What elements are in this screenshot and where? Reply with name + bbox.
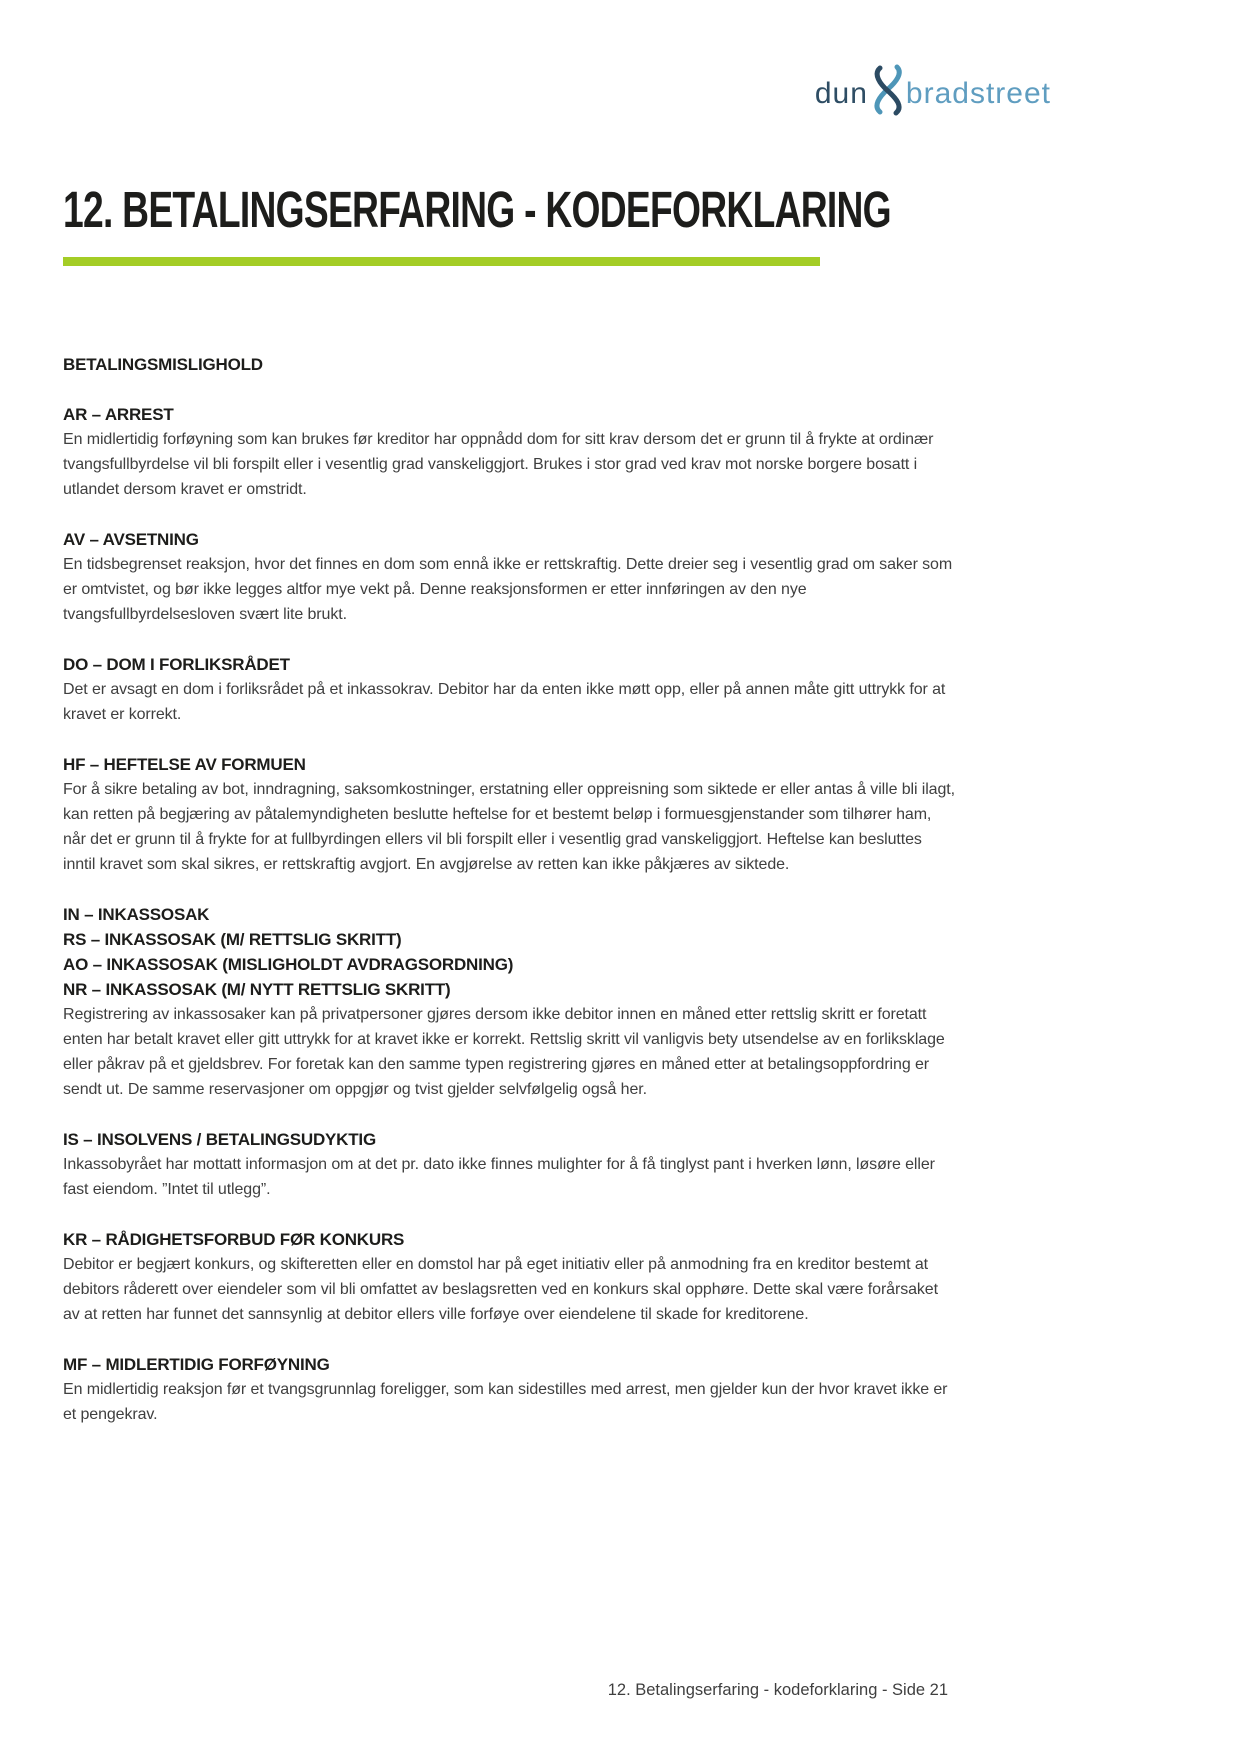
section-do-dom-i-forliksradet [63,652,955,727]
section-hf-heftelse-av-formuen [63,752,955,877]
section-mf-midlertidig-forfoyning [63,1352,955,1427]
dun-bradstreet-logo [815,72,1051,116]
section-av-avsetning [63,527,955,627]
code-description: Det er avsagt en dom i forliksrådet på et inkassokrav. Debitor har da enten ikke møtt opp, eller på annen måte gitt uttrykk for at kravet er korrekt. [63,681,946,723]
code-heading: DO – DOM I FORLIKSRÅDET [63,655,290,674]
code-heading-rs: RS – INKASSOSAK (M/ RETTSLIG SKRITT) [63,930,402,949]
section-kr-radighetsforbud [63,1227,955,1327]
code-heading: MF – MIDLERTIDIG FORFØYNING [63,1355,330,1374]
code-description: Registrering av inkassosaker kan på privatpersoner gjøres dersom ikke debitor innen en måned etter rettslig skritt er foretatt enten har betalt kravet eller gitt uttrykk for at kravet ikke er korrekt. Rettslig skritt vil vanligvis bety utsendelse av en forliksklage eller påkrav på et gjeldsbrev. For foretak kan den samme typen registrering gjøres en måned etter at betalingsoppfordring er sendt ut. De samme reservasjoner om oppgjør og tvist gjelder selvfølgelig også her. [63,1006,945,1098]
code-description: Inkassobyrået har mottatt informasjon om at det pr. dato ikke finnes mulighter for å få tinglyst pant i hverken lønn, løsøre eller fast eiendom. ”Intet til utlegg”. [63,1156,935,1198]
title-accent-bar [63,257,820,266]
footer-text: 12. Betalingserfaring - kodeforklaring - Side 21 [607,1681,948,1699]
code-description: En midlertidig reaksjon før et tvangsgrunnlag foreligger, som kan sidestilles med arrest, men gjelder kun der hvor kravet ikke er et pengekrav. [63,1381,948,1423]
code-heading-in: IN – INKASSOSAK [63,905,210,924]
code-heading-nr: NR – INKASSOSAK (M/ NYTT RETTSLIG SKRITT) [63,980,451,999]
ampersand-icon [871,64,905,116]
page-title: 12. BETALINGSERFARING - KODEFORKLARING [63,181,891,238]
code-description: En midlertidig forføyning som kan brukes før kreditor har oppnådd dom for sitt krav dersom det er grunn til å frykte at ordinær tvangsfullbyrdelse vil bli forspilt eller i vesentlig grad vanskeliggjort. Brukes i stor grad ved krav mot norske borgere bosatt i utlandet dersom kravet er omstridt. [63,431,934,498]
code-heading: AR – ARREST [63,405,174,424]
code-description: For å sikre betaling av bot, inndragning, saksomkostninger, erstatning eller oppreisning som siktede er eller antas å ville bli ilagt, kan retten på begjæring av påtalemyndigheten beslutte heftelse for et bestemt beløp i formuesgjenstander som tilhører ham, når det er grunn til å frykte for at fullbyrdingen ellers vil bli forspilt eller i vesentlig grad vanskeliggjort. Heftelse kan besluttes inntil kravet som skal sikres, er rettskraftig avgjort. En avgjørelse av retten kan ikke påkjæres av siktede. [63,781,955,873]
document-content [63,352,955,1427]
section-ar-arrest [63,402,955,502]
code-description: Debitor er begjært konkurs, og skifteretten eller en domstol har på eget initiativ eller på anmodning fra en kreditor bestemt at debitors råderett over eiendeler som vil bli omfattet av beslagsretten ved en konkurs skal opphøre. Dette skal være forårsaket av at retten har funnet det sannsynlig at debitor ellers ville forføye over eiendelene til skade for kreditorene. [63,1256,938,1323]
section-is-insolvens [63,1127,955,1202]
code-heading-ao: AO – INKASSOSAK (MISLIGHOLDT AVDRAGSORDNING) [63,955,514,974]
code-heading: KR – RÅDIGHETSFORBUD FØR KONKURS [63,1230,405,1249]
group-heading-betalingsmislighold: BETALINGSMISLIGHOLD [63,355,263,374]
logo-text-dun: dun [814,77,868,110]
code-heading: HF – HEFTELSE AV FORMUEN [63,755,306,774]
section-inkassosak-group [63,902,955,1102]
code-heading: AV – AVSETNING [63,530,199,549]
code-description: En tidsbegrenset reaksjon, hvor det finnes en dom som ennå ikke er rettskraftig. Dette dreier seg i vesentlig grad om saker som er omtvistet, og bør ikke legges altfor mye vekt på. Denne reaksjonsformen er etter innføringen av den nye tvangsfullbyrdelsesloven svært lite brukt. [63,556,953,623]
code-heading: IS – INSOLVENS / BETALINGSUDYKTIG [63,1130,376,1149]
logo-text-bradstreet: bradstreet [905,77,1051,110]
page-footer [63,1678,948,1703]
